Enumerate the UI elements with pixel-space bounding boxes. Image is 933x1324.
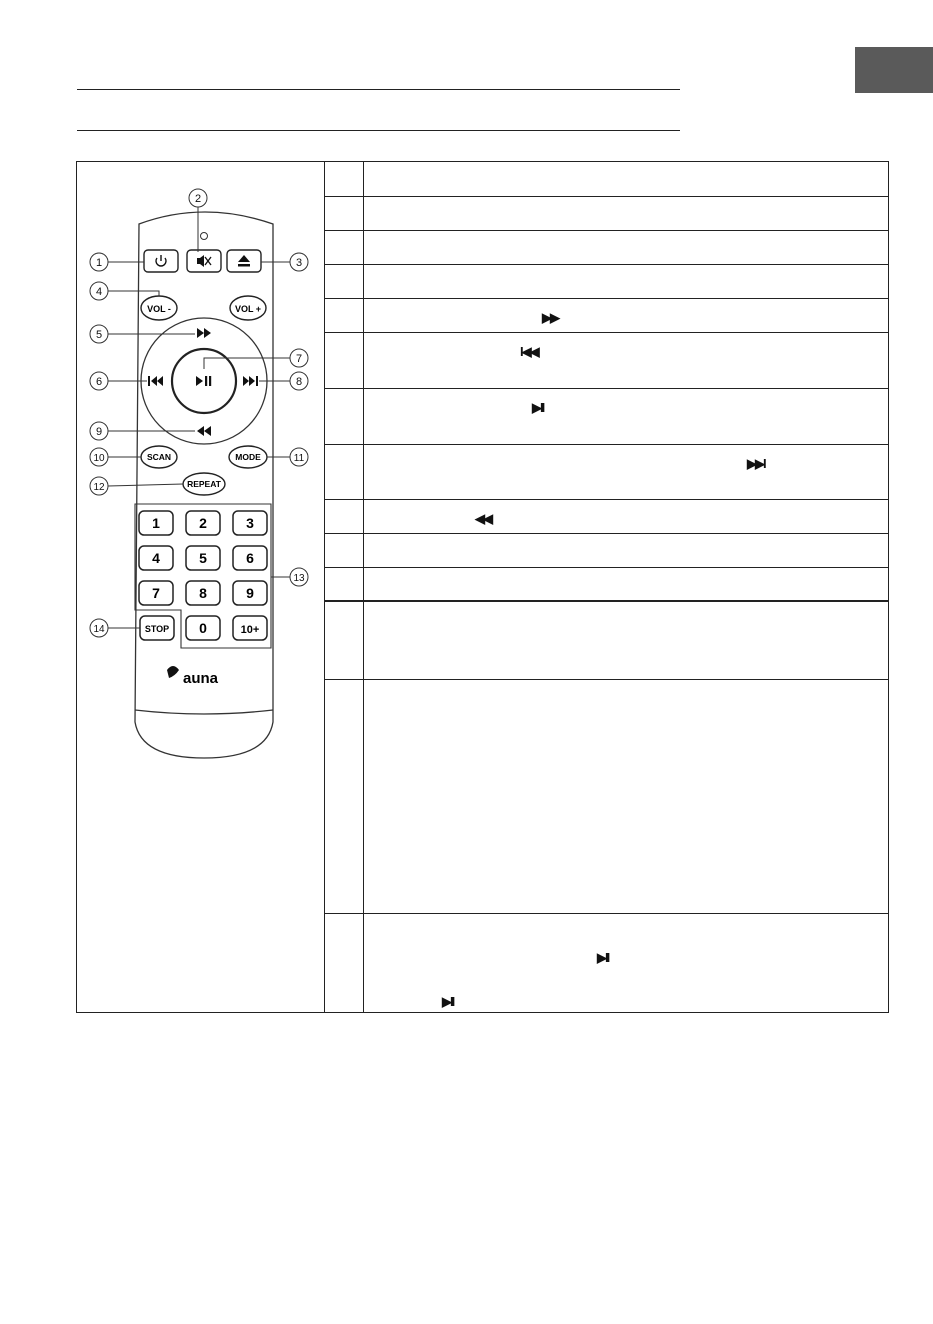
svg-text:7: 7 (295, 353, 303, 365)
svg-text:5: 5 (95, 329, 103, 341)
table-row (324, 389, 889, 445)
row-description-cell (364, 602, 889, 679)
callout-14 (90, 619, 140, 637)
remote-control-table (76, 161, 889, 1013)
row-number-cell (324, 680, 364, 913)
row-number-cell (324, 265, 364, 298)
row-description-cell (364, 500, 889, 533)
keypad-key-8[interactable] (186, 581, 220, 605)
remote-illustration-cell (77, 162, 325, 1012)
svg-text:1: 1 (95, 257, 103, 269)
vol-plus-button[interactable] (230, 296, 266, 320)
table-row (324, 445, 889, 500)
svg-text:14: 14 (93, 624, 105, 635)
row-number-cell (324, 568, 364, 600)
svg-text:REPEAT: REPEAT (187, 479, 221, 489)
language-tab (855, 47, 933, 93)
svg-text:13: 13 (293, 573, 305, 584)
row-description-cell (364, 680, 889, 913)
power-button[interactable] (144, 250, 178, 272)
table-row (324, 265, 889, 299)
table-row (324, 162, 889, 197)
svg-text:4: 4 (152, 550, 160, 566)
row-description-cell (364, 389, 889, 444)
table-row (324, 333, 889, 389)
svg-text:6: 6 (246, 550, 254, 566)
keypad-key-4[interactable] (139, 546, 173, 570)
row-number-cell (324, 197, 364, 230)
eject-button[interactable] (227, 250, 261, 272)
svg-text:1: 1 (152, 515, 160, 531)
table-row (324, 602, 889, 680)
keypad-key-6[interactable] (233, 546, 267, 570)
play-pause-icon: ▶II (597, 950, 609, 965)
svg-text:12: 12 (93, 482, 105, 493)
svg-text:10: 10 (93, 453, 105, 464)
svg-text:9: 9 (95, 426, 103, 438)
row-description-cell (364, 197, 889, 230)
svg-text:MODE: MODE (235, 452, 261, 462)
repeat-button[interactable] (183, 473, 225, 495)
previous-track-icon: I◀◀ (520, 344, 538, 359)
table-row (324, 500, 889, 534)
table-row (324, 231, 889, 265)
keypad-key-7[interactable] (139, 581, 173, 605)
next-track-icon: ▶▶I (747, 456, 765, 471)
svg-text:3: 3 (246, 515, 254, 531)
callout-13 (271, 568, 308, 586)
row-description-cell (364, 568, 889, 600)
callout-10 (90, 448, 141, 466)
svg-text:3: 3 (295, 257, 303, 269)
row-number-cell (324, 534, 364, 567)
row-number-cell (324, 500, 364, 533)
callout-1 (90, 253, 144, 271)
stop-button[interactable] (140, 616, 174, 640)
svg-text:11: 11 (293, 453, 305, 464)
svg-text:VOL -: VOL - (147, 304, 171, 314)
table-row (324, 197, 889, 231)
svg-text:9: 9 (246, 585, 254, 601)
row-number-cell (324, 389, 364, 444)
row-number-cell (324, 602, 364, 679)
svg-text:4: 4 (95, 286, 103, 298)
row-number-cell (324, 162, 364, 196)
svg-text:8: 8 (295, 376, 303, 388)
keypad-key-1[interactable] (139, 511, 173, 535)
svg-text:VOL +: VOL + (234, 304, 262, 314)
row-description-cell (364, 534, 889, 567)
svg-text:STOP: STOP (144, 624, 170, 634)
scan-button[interactable] (141, 446, 177, 468)
fast-forward-icon: ▶▶ (542, 310, 558, 325)
header-rule-bottom (77, 130, 680, 131)
svg-text:SCAN: SCAN (146, 452, 172, 462)
table-row (324, 299, 889, 333)
row-description-cell (364, 299, 889, 332)
row-number-cell (324, 231, 364, 264)
keypad-key-10plus[interactable] (233, 616, 267, 640)
svg-text:0: 0 (199, 620, 207, 636)
row-description-cell (364, 445, 889, 499)
svg-text:10+: 10+ (240, 624, 260, 636)
row-description-cell (364, 265, 889, 298)
row-number-cell (324, 914, 364, 1013)
row-number-cell (324, 445, 364, 499)
row-number-cell (324, 333, 364, 388)
row-description-cell (364, 162, 889, 196)
mode-button[interactable] (229, 446, 267, 468)
svg-text:2: 2 (194, 193, 202, 205)
svg-text:8: 8 (199, 585, 207, 601)
table-row (324, 534, 889, 568)
svg-text:2: 2 (199, 515, 207, 531)
header-rule-top (77, 89, 680, 90)
svg-text:5: 5 (199, 550, 207, 566)
table-row (324, 568, 889, 602)
keypad-key-0[interactable] (186, 616, 220, 640)
keypad-key-5[interactable] (186, 546, 220, 570)
keypad-key-3[interactable] (233, 511, 267, 535)
keypad-key-9[interactable] (233, 581, 267, 605)
rewind-icon: ◀◀ (475, 511, 491, 526)
row-description-cell (364, 231, 889, 264)
table-row (324, 914, 889, 1013)
vol-minus-button[interactable] (141, 296, 177, 320)
table-row (324, 680, 889, 914)
svg-text:7: 7 (152, 585, 160, 601)
row-number-cell (324, 299, 364, 332)
svg-text:auna: auna (183, 670, 219, 687)
play-pause-icon: ▶II (532, 400, 544, 415)
row-description-cell (364, 333, 889, 388)
svg-text:6: 6 (95, 376, 103, 388)
play-pause-icon: ▶II (442, 994, 454, 1009)
row-description-cell (364, 914, 889, 1013)
keypad-key-2[interactable] (186, 511, 220, 535)
mute-button[interactable] (187, 250, 221, 272)
remote-illustration (77, 162, 324, 1012)
